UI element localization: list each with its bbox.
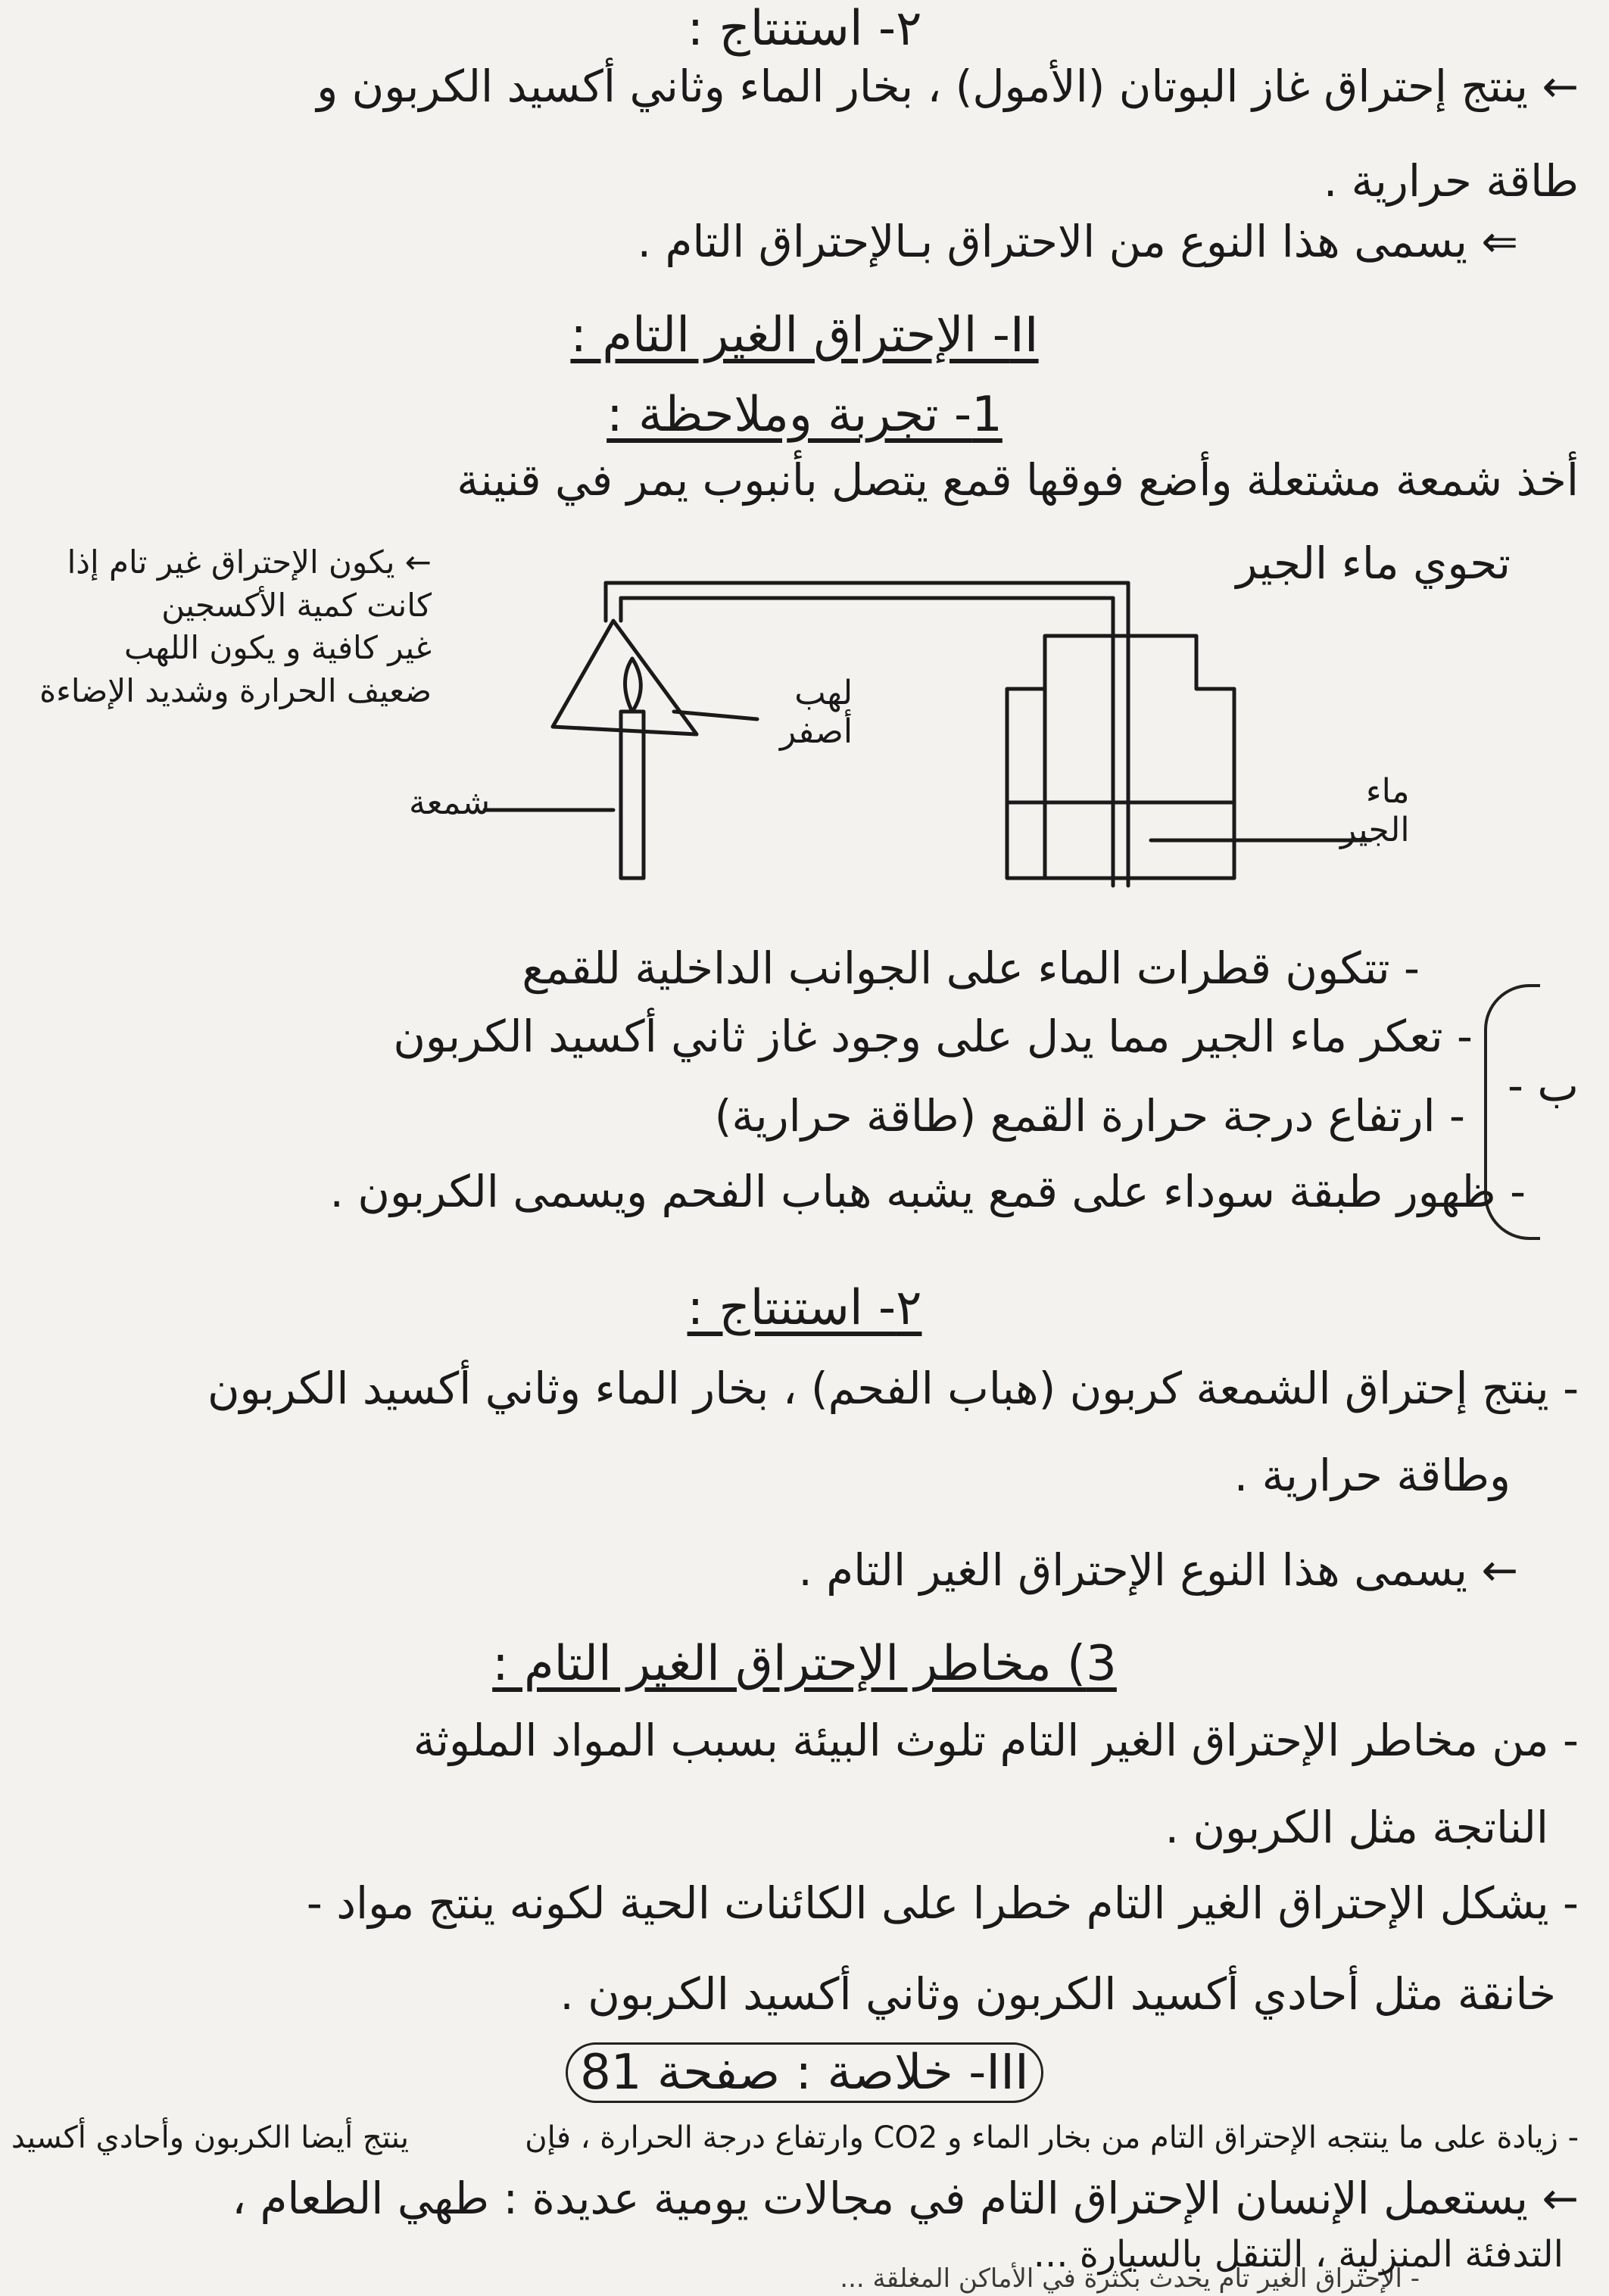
limewater-label-line: الجير: [1340, 811, 1410, 849]
limewater-label-line: ماء: [1365, 772, 1410, 811]
summary-box: III- خلاصة : صفحة 81: [566, 2042, 1043, 2103]
heading-summary: [0, 2044, 1609, 2102]
text-line: تحوي ماء الجير: [1236, 537, 1511, 589]
observation-line: - ارتفاع درجة حرارة القمع (طاقة حرارية): [714, 1090, 1465, 1142]
text-line: ⇐ يسمى هذا النوع من الاحتراق بـالإحتراق التام .: [637, 216, 1518, 267]
text-line: - من مخاطر الإحتراق الغير التام تلوث البيئة بسبب المواد الملوثة: [413, 1715, 1579, 1766]
observation-line: - تتكون قطرات الماء على الجوانب الداخلية للقمع: [522, 942, 1420, 994]
side-note-line: ← يكون الإحتراق غير تام إذا: [67, 544, 432, 581]
bottle-body-left: [1007, 689, 1045, 878]
flame-label: [780, 674, 853, 751]
limewater-label: [1340, 772, 1410, 849]
side-note-line: ضعيف الحرارة وشديد الإضاءة: [39, 672, 432, 710]
text-line: ← يستعمل الإنسان الإحتراق التام في مجالات يومية عديدة : طهي الطعام ،: [232, 2173, 1579, 2224]
observation-line: - تعكر ماء الجير مما يدل على وجود غاز ثاني أكسيد الكربون: [393, 1011, 1473, 1062]
text-line: خانقة مثل أحادي أكسيد الكربون وثاني أكسيد الكربون .: [560, 1968, 1556, 2020]
text-line: - ينتج إحتراق الشمعة كربون (هباب الفحم) ، بخار الماء وثاني أكسيد الكربون: [207, 1363, 1579, 1414]
text-line: التدفئة المنزلية ، التنقل بالسيارة ...: [1033, 2233, 1564, 2276]
diagram-drawing: [363, 522, 1499, 916]
text-line-small: - زيادة على ما ينتجه الإحتراق التام من بخار الماء و CO2 وارتفاع درجة الحرارة ، فإن: [525, 2120, 1579, 2155]
heading-conclusion-2: ٢- استنتاج :: [687, 1280, 922, 1336]
flame-label-line: أصفر: [780, 712, 853, 751]
side-note-line: كانت كمية الأكسجين: [161, 586, 432, 624]
candle-icon: [621, 712, 644, 878]
heading-experiment: 1- تجربة وملاحظة :: [606, 387, 1003, 443]
text-line-cut: - الإحتراق الغير تام يحدث بكثرة في الأماكن المغلقة ...: [840, 2263, 1420, 2294]
text-line-small-left: ينتج أيضا الكربون وأحادي أكسيد: [11, 2120, 409, 2155]
text-line: أخذ شمعة مشتعلة وأضع فوقها قمع يتصل بأنبوب يمر في قنينة: [457, 454, 1579, 506]
text-line: وطاقة حرارية .: [1233, 1450, 1511, 1501]
heading-dangers: 3) مخاطر الإحتراق الغير التام :: [492, 1636, 1117, 1692]
heading-incomplete-combustion: II- الإحتراق الغير التام :: [570, 307, 1039, 363]
flame-label-line: لهب: [794, 674, 853, 712]
observation-marker: ب -: [1508, 1060, 1579, 1111]
text-line: طاقة حرارية .: [1323, 155, 1579, 207]
side-note-line: غير كافية و يكون اللهب: [124, 629, 432, 667]
text-line: ← يسمى هذا النوع الإحتراق الغير التام .: [798, 1544, 1518, 1596]
heading-conclusion-1: ٢- استنتاج :: [687, 1, 922, 57]
observation-line: - ظهور طبقة سوداء على قمع يشبه هباب الفحم ويسمى الكربون .: [329, 1166, 1526, 1217]
text-line: الناتجة مثل الكربون .: [1165, 1802, 1548, 1853]
text-line: ← ينتج إحتراق غاز البوتان (الأمول) ، بخار الماء وثاني أكسيد الكربون و: [316, 61, 1579, 112]
text-line: - يشكل الإحتراق الغير التام خطرا على الكائنات الحية لكونه ينتج مواد -: [306, 1877, 1579, 1929]
candle-label: شمعة: [409, 784, 491, 822]
experiment-diagram: [363, 522, 1499, 919]
flame-icon: [625, 659, 641, 712]
